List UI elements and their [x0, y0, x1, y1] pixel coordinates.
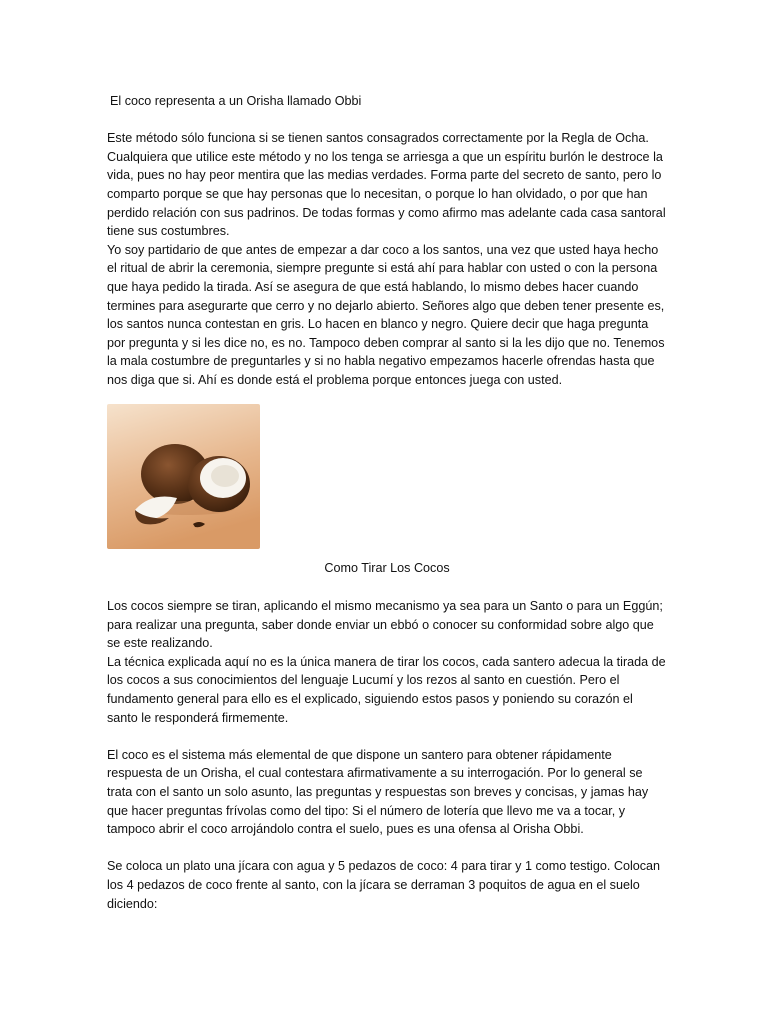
intro-paragraph-2: Yo soy partidario de que antes de empezar a dar coco a los santos, una vez que usted haya hecho el ritual de abrir la ceremonia, siempre pregunte si está ahí para hablar con usted o con la persona que haya pedido la tirada. Así se asegura de que está hablando, lo mismo debes hacer cuando termines para asegurarte que cerro y no dejarlo abierto. Señores algo que deben tener presente es, los santos nunca contestan en gris. Lo hacen en blanco y negro. Quiere decir que haga pregunta por pregunta y si les dice no, es no. Tampoco deben comprar al santo si la les dijo que no. Tenemos la mala costumbre de preguntarles y si no habla negativo empezamos hacerle ofrendas hasta que nos diga que si. Ahí es donde está el problema porque entonces juega con usted.: [107, 242, 665, 387]
section-heading: Como Tirar Los Cocos: [324, 560, 450, 575]
paragraph-coco: El coco es el sistema más elemental de que dispone un santero para obtener rápidamente respuesta de un Orisha, el cual contestara afirmativamente a su interrogación. Por lo general se trata con el santo un solo asunto, las preguntas y respuestas son breves y concisas, y jamas hay que hacer preguntas frívolas como del tipo: Si el número de lotería que llevo me va a tocar, y tampoco abrir el coco arrojándolo contra el suelo, pues es una ofensa al Orisha Obbi.: [107, 747, 649, 837]
document-title: El coco representa a un Orisha llamado Obbi: [110, 94, 362, 108]
section-paragraph-1: Los cocos siempre se tiran, aplicando el mismo mecanismo ya sea para un Santo o para un Eggún; para realizar una pregunta, saber donde enviar un ebbó o conocer su conformidad sobre algo que se este realizando.: [107, 599, 663, 651]
document-body: [107, 92, 667, 913]
paragraph-plato: Se coloca un plato una jícara con agua y 5 pedazos de coco: 4 para tirar y 1 como testigo. Colocan los 4 pedazos de coco frente al santo, con la jícara se derraman 3 poquitos de agua en el suelo diciendo:: [107, 859, 661, 911]
section-paragraph-2: La técnica explicada aquí no es la única manera de tirar los cocos, cada santero adecua la tirada de los cocos a sus conocimientos del lenguaje Lucumí y los rezos al santo en cuestión. Pero el fundamento general para ello es el explicado, siguiendo estos pasos y poniendo su corazón el santo le responderá firmemente.: [107, 654, 666, 725]
intro-paragraph-1: Este método sólo funciona si se tienen santos consagrados correctamente por la Regla de Ocha. Cualquiera que utilice este método y no los tenga se arriesga a que un espíritu burlón le destroce la vida, pues no hay peor mentira que las medias verdades. Forma parte del secreto de santo, pero lo comparto porque se que hay personas que lo necesitan, o porque lo han olvidado, o por que han perdido relación con sus padrinos. De todas formas y como afirmo mas adelante cada casa santoral tiene sus costumbres.: [107, 131, 666, 239]
coconut-illustration: [107, 404, 260, 549]
coconut-image: [107, 404, 260, 549]
